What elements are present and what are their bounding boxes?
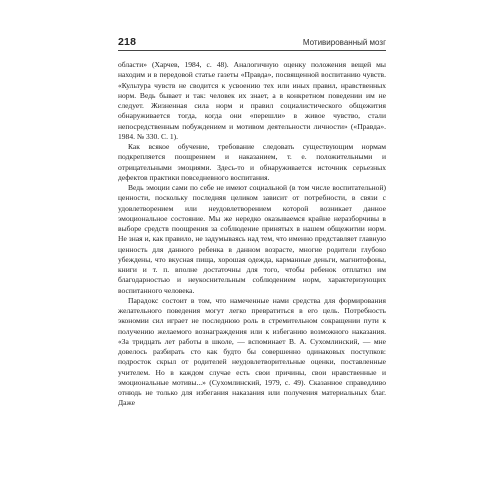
paragraph: Ведь эмоции сами по себе не имеют социальной (в том числе воспитательной) ценности, поскольку последняя целиком зависит от потребности, в связи с удовлетворением или неудовлетворением которой возникает данное эмоциональное состояние. Мы же нередко оказываемся крайне неразборчивы в выборе средств поощрения за соблюдение принятых в нашем общежитии норм. Не зная и, как правило, не задумываясь над тем, что именно представляет главную ценность для данного ребенка в данном возрасте, многие родители глубоко убеждены, что вкусная пища, хорошая одежда, карманные деньги, магнитофоны, книги и т. п. вполне достаточны для того, чтобы ребенок отплатил им благодарностью и неукоснительным соблюдением норм, характеризующих воспитанного человека.: [118, 183, 386, 295]
paragraph: области» (Харчев, 1984, с. 48). Аналогичную оценку положения вещей мы находим и в передовой статье газеты «Правда», посвященной воспитанию чувств. «Культура чувств не сводится к усвоению тех или иных правил, нравственных норм. Ведь бывает и так: человек их знает, а в конкретном поведении им не следует. Жизненная сила норм и правил социалистического общежития обнаруживается тогда, когда они «перешли» в живое чувство, стали непосредственным побуждением и мотивом деятельности личности» («Правда». 1984. № 330. С. 1).: [118, 60, 386, 141]
paragraph: Парадокс состоит в том, что намеченные нами средства для формирования желательного поведения могут легко превратиться в его цель. Потребность экономии сил играет не последнюю роль в стремительном сокращении пути к получению желаемого вознаграждения или к избеганию возможного наказания. «За тридцать лет работы в школе, — вспоминает В. А. Сухомлинский, — мне довелось разбирать сто как будто бы совершенно одинаковых поступков: подросток скрыл от родителей неудовлетворительные оценки, поставленные учителем. Но в каждом случае есть свои причины, свои нравственные и эмоциональные мотивы...» (Сухомлинский, 1979, с. 49). Сказанное справедливо отнюдь не только для избегания наказания или получения материальных благ. Даже: [118, 295, 386, 408]
page-header: [118, 36, 386, 48]
page-number: 218: [118, 36, 137, 48]
paragraph: Как всякое обучение, требование следовать существующим нормам подкрепляется поощрением и наказанием, т. е. положительными и отрицательными эмоциями. Здесь-то и обнаруживается источник серьезных дефектов практики повседневного воспитания.: [118, 142, 386, 182]
body-text: [118, 60, 386, 409]
header-rule: [118, 50, 386, 51]
running-title: Мотивированный мозг: [302, 38, 386, 47]
